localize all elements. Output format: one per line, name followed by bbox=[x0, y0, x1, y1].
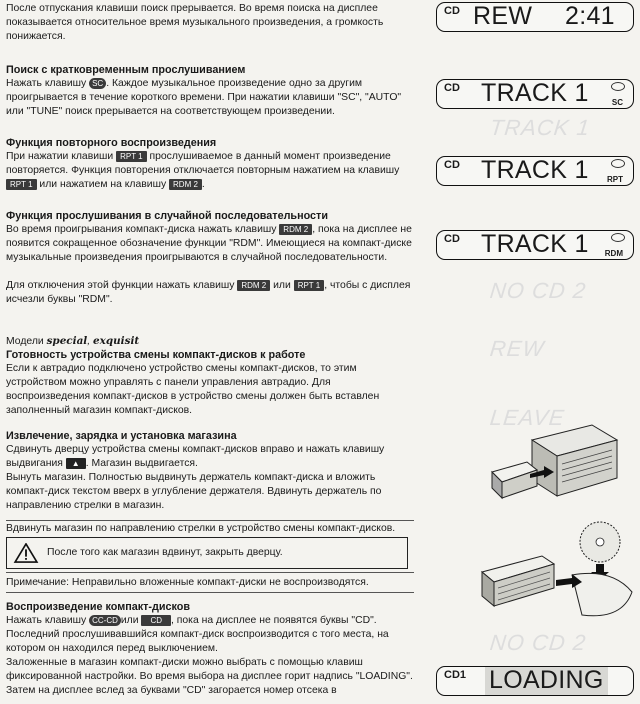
playback-text-1 bbox=[6, 614, 414, 656]
playback-section bbox=[6, 600, 414, 698]
magazine-text-1 bbox=[6, 443, 414, 471]
lcd-tag: CD bbox=[444, 159, 460, 171]
random-text-a: Во время проигрывания компакт-диска нажать клавишу bbox=[6, 224, 277, 235]
rdm2-key-random: RDM 2 bbox=[279, 224, 312, 235]
lcd-main-text: TRACK 1 bbox=[481, 156, 589, 184]
sc-key: SC bbox=[89, 78, 106, 89]
repeat-text-d: . bbox=[201, 179, 205, 190]
lcd-main-text: TRACK 1 bbox=[481, 230, 589, 258]
repeat-text-c: или нажатием на клавишу bbox=[39, 179, 167, 190]
scan-text bbox=[6, 77, 414, 119]
playback-text-a: Нажать клавишу bbox=[6, 615, 87, 626]
playback-text-d: Заложенные в магазин компакт-диски можно выбрать с помощью клавиш фиксированной настройки. Во время выбора на дисплее горит надпись "LOADING". Затем на дисплее вслед за буквами "CD" загорается номер отсека в bbox=[6, 657, 413, 696]
lcd-main-text: LOADING bbox=[485, 666, 608, 695]
repeat-text-b: прослушиваемое в данный момент произведение повторяется. Функция повторения отключается повторным нажатием на клавишу bbox=[6, 151, 400, 176]
rdm2-key: RDM 2 bbox=[169, 179, 202, 190]
repeat-section bbox=[6, 136, 414, 192]
lcd-display-rpt bbox=[436, 156, 634, 186]
random-off-b: , чтобы с дисплея исчезли буквы "RDM". bbox=[6, 280, 411, 305]
scan-heading: Поиск с кратковременным прослушиванием bbox=[6, 64, 246, 76]
lcd-sub-label: SC bbox=[611, 98, 623, 107]
models-separator: , bbox=[87, 336, 91, 347]
lcd-display-rdm bbox=[436, 230, 634, 260]
ghost-print: REW bbox=[488, 336, 546, 361]
divider bbox=[6, 520, 414, 521]
magazine-text-a: Сдвинуть дверцу устройства смены компакт-дисков вправо и нажать клавишу выдвигания bbox=[6, 444, 385, 469]
disc-icon bbox=[611, 233, 625, 242]
lcd-main-text: TRACK 1 bbox=[481, 79, 589, 107]
eject-key-icon: ▲ bbox=[66, 458, 86, 469]
playback-text-c: , пока на дисплее не появятся буквы "CD". Последний прослушивавшийся компакт-диск воспроизводится с того места, на котором он находился перед выключением. bbox=[6, 615, 389, 654]
disc-icon bbox=[611, 82, 625, 91]
cc-cd-key: CC-CD bbox=[89, 615, 121, 626]
magazine-loading-illustration bbox=[472, 520, 637, 630]
magazine-heading: Извлечение, зарядка и установка магазина bbox=[6, 430, 237, 442]
changer-text: Если к автрадио подключено устройство смены компакт-дисков, то этим устройством можно управлять с панели управления автрадио. Для воспроизведения компакт-дисков в устройство смены должен быть вставлен заполненный магазин компакт-дисков. bbox=[6, 363, 380, 416]
random-off-text bbox=[6, 279, 414, 307]
lcd-tag: CD bbox=[444, 233, 460, 245]
random-section bbox=[6, 209, 414, 307]
changer-section bbox=[6, 348, 414, 418]
disc-icon bbox=[611, 159, 625, 168]
ghost-print: NO CD 2 bbox=[488, 278, 588, 303]
cd-key: CD bbox=[141, 615, 171, 626]
divider-3 bbox=[6, 592, 414, 593]
lcd-tag: CD bbox=[444, 5, 460, 17]
playback-text-b: или bbox=[120, 615, 139, 626]
repeat-heading: Функция повторного воспроизведения bbox=[6, 137, 217, 149]
lcd-tag: CD bbox=[444, 82, 460, 94]
repeat-text-a: При нажатии клавиши bbox=[6, 151, 114, 162]
divider-2 bbox=[6, 572, 414, 573]
warning-box bbox=[6, 537, 408, 569]
warning-triangle-icon bbox=[13, 543, 39, 563]
scan-text-a: Нажать клавишу bbox=[6, 78, 87, 89]
changer-heading: Готовность устройства смены компакт-дисков к работе bbox=[6, 349, 306, 361]
magazine-text-c: Вынуть магазин. Полностью выдвинуть держатель компакт-диска и вложить компакт-диск текстом вверх в углубление держателя. Вдвинуть держатель по направлению стрелки в магазин. bbox=[6, 472, 382, 511]
magazine-text-d: Вдвинуть магазин по направлению стрелки в устройство смены компакт-дисков. bbox=[6, 523, 396, 534]
models-label: Модели bbox=[6, 336, 44, 347]
scan-section bbox=[6, 63, 414, 119]
rpt1-key: RPT 1 bbox=[116, 151, 147, 162]
magazine-section bbox=[6, 429, 414, 513]
lcd-tag: CD1 bbox=[444, 669, 467, 681]
model-exquisit: exquisit bbox=[93, 335, 140, 347]
rdm2-key-off: RDM 2 bbox=[237, 280, 270, 291]
lcd-sub-label: RPT bbox=[607, 175, 623, 184]
random-text-b: , пока на дисплее не появится сокращенное обозначение функции "RDM". Имеющиеся на компакт-диске музыкальные произведения проигрываются в случайной последовательности. bbox=[6, 224, 412, 263]
lcd-time: 2:41 bbox=[565, 2, 615, 30]
random-off-or: или bbox=[273, 280, 291, 291]
rpt1-key-off: RPT 1 bbox=[294, 280, 325, 291]
lcd-display-rew bbox=[436, 2, 634, 32]
ghost-print: TRACK 1 bbox=[488, 115, 592, 140]
random-off-a: Для отключения этой функции нажать клавишу bbox=[6, 280, 235, 291]
rpt1-key-2: RPT 1 bbox=[6, 179, 37, 190]
lcd-main-text: REW bbox=[473, 2, 533, 30]
magazine-text-b: . Магазин выдвигается. bbox=[85, 458, 198, 469]
intro-paragraph: После отпускания клавиши поиск прерывается. Во время поиска на дисплее показывается относительное время музыкального произведения, а громкость понижается. bbox=[6, 3, 384, 42]
scan-text-b: . Каждое музыкальное произведение одно за другим проигрывается в течение короткого времени. При нажатии клавиши "SC", "AUTO" или "TUNE" поиск прерывается на соответствующем произведении. bbox=[6, 78, 402, 117]
ghost-print: LEAVE bbox=[488, 405, 567, 430]
repeat-text bbox=[6, 150, 414, 192]
lcd-display-loading bbox=[436, 666, 634, 696]
random-heading: Функция прослушивания в случайной последовательности bbox=[6, 210, 328, 222]
playback-heading: Воспроизведение компакт-дисков bbox=[6, 601, 190, 613]
lcd-sub-label: RDM bbox=[604, 249, 623, 258]
model-special: special bbox=[46, 335, 88, 347]
random-text bbox=[6, 223, 414, 265]
models-line bbox=[6, 334, 414, 349]
cd-changer-illustration bbox=[472, 420, 622, 510]
ghost-print: NO CD 2 bbox=[488, 630, 588, 655]
note-text: Примечание: Неправильно вложенные компакт-диски не воспроизводятся. bbox=[6, 577, 369, 588]
warning-text: После того как магазин вдвинут, закрыть дверцу. bbox=[47, 547, 283, 558]
lcd-display-sc bbox=[436, 79, 634, 109]
